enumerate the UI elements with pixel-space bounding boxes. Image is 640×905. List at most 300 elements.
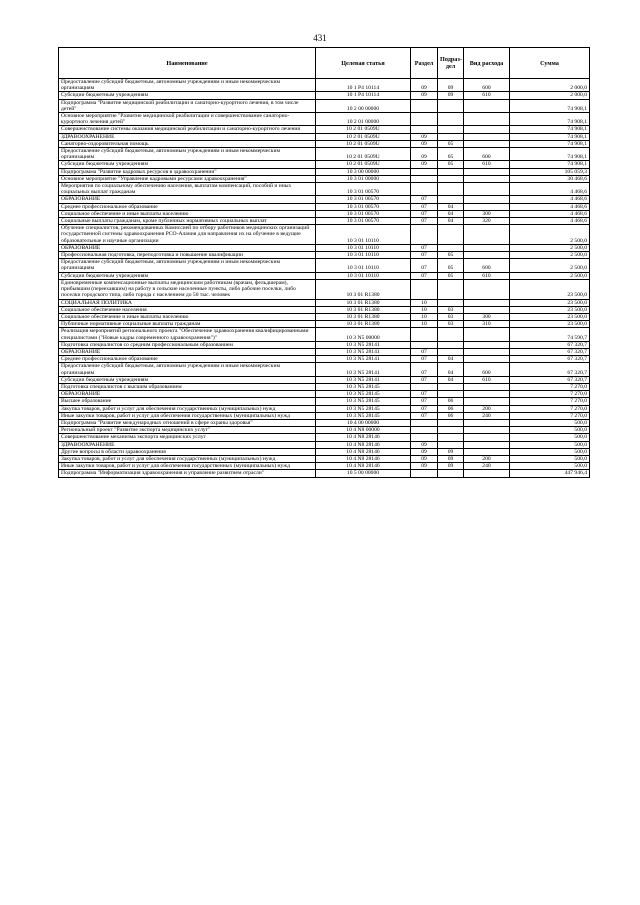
table-row	[59, 356, 590, 363]
cell-sum: 74 908,1	[510, 140, 590, 147]
cell-section	[411, 99, 438, 112]
cell-subsection: 05	[438, 140, 464, 147]
cell-name: Реализация мероприятий регионального проекта "Обеспечение здравоохранения квалифицированными специалистами ("Новые кадры современного здравоохранения")"	[59, 328, 316, 341]
cell-sum: 7 270,0	[510, 383, 590, 390]
cell-section	[411, 427, 438, 434]
table-row	[59, 183, 590, 196]
cell-subsection	[438, 348, 464, 355]
table-row	[59, 348, 590, 355]
cell-target-code: 10 3 N5 28141	[316, 376, 411, 383]
cell-target-code: 10 3 N5 28141	[316, 348, 411, 355]
cell-subsection	[438, 419, 464, 426]
cell-expense-type	[464, 328, 510, 341]
cell-expense-type: 310	[464, 321, 510, 328]
cell-expense-type	[464, 133, 510, 140]
cell-sum: 74 908,1	[510, 148, 590, 161]
cell-expense-type	[464, 470, 510, 477]
cell-section	[411, 470, 438, 477]
cell-subsection: 06	[438, 412, 464, 419]
cell-name: Предоставление субсидий бюджетным, автономным учреждениям и иным некоммерческим организациям	[59, 363, 316, 376]
cell-subsection	[438, 427, 464, 434]
cell-target-code: 10 3 00 00000	[316, 168, 411, 175]
cell-sum: 23 500,0	[510, 321, 590, 328]
cell-name: Подпрограмма "Информатизация здравоохранения и управление развитием отрасли"	[59, 470, 316, 477]
cell-name: Обучение специалистов, рекомендованных Комиссией по отбору работников медицинских организаций государственной системы здравоохранения РСО-Алания для направления их на обучение в ведущие образовательные и научные организации	[59, 225, 316, 245]
cell-section: 10	[411, 313, 438, 320]
cell-name: Социальные выплаты гражданам, кроме публичных нормативных социальных выплат	[59, 218, 316, 225]
cell-target-code: 10 3 01 10110	[316, 272, 411, 279]
cell-expense-type	[464, 196, 510, 203]
cell-subsection	[438, 391, 464, 398]
cell-expense-type	[464, 225, 510, 245]
cell-subsection	[438, 470, 464, 477]
cell-expense-type: 300	[464, 210, 510, 217]
table-row	[59, 133, 590, 140]
cell-name: ОБРАЗОВАНИЕ	[59, 244, 316, 251]
cell-sum: 67 320,7	[510, 363, 590, 376]
cell-subsection	[438, 133, 464, 140]
cell-subsection: 09	[438, 463, 464, 470]
cell-sum: 23 500,0	[510, 279, 590, 299]
cell-section: 07	[411, 391, 438, 398]
cell-name: Субсидии бюджетным учреждениям	[59, 376, 316, 383]
cell-sum: 67 320,7	[510, 348, 590, 355]
cell-expense-type	[464, 203, 510, 210]
table-row	[59, 441, 590, 448]
table-row	[59, 412, 590, 419]
cell-expense-type	[464, 391, 510, 398]
cell-section	[411, 279, 438, 299]
cell-section: 07	[411, 376, 438, 383]
table-row	[59, 92, 590, 99]
cell-name: Иные закупки товаров, работ и услуг для обеспечения государственных (муниципальных) нужд	[59, 463, 316, 470]
cell-name: Совершенствование механизма экспорта медицинских услуг	[59, 434, 316, 441]
cell-sum: 2 000,0	[510, 79, 590, 92]
table-row	[59, 259, 590, 272]
cell-expense-type: 600	[464, 259, 510, 272]
cell-expense-type	[464, 299, 510, 306]
cell-subsection	[438, 244, 464, 251]
cell-expense-type: 240	[464, 412, 510, 419]
cell-subsection	[438, 441, 464, 448]
cell-target-code: 10 4 N8 28146	[316, 455, 411, 462]
cell-section: 07	[411, 405, 438, 412]
cell-sum: 4 468,6	[510, 218, 590, 225]
cell-sum: 74 908,1	[510, 99, 590, 112]
cell-sum: 500,0	[510, 434, 590, 441]
cell-expense-type	[464, 168, 510, 175]
cell-sum: 2 500,0	[510, 259, 590, 272]
cell-section: 09	[411, 161, 438, 168]
cell-sum: 7 270,0	[510, 391, 590, 398]
table-row	[59, 140, 590, 147]
cell-expense-type	[464, 356, 510, 363]
cell-target-code: 10 4 N8 00000	[316, 427, 411, 434]
cell-section: 07	[411, 210, 438, 217]
cell-expense-type	[464, 383, 510, 390]
table-row	[59, 341, 590, 348]
cell-target-code: 10 2 01 00000	[316, 113, 411, 126]
table-row	[59, 434, 590, 441]
cell-expense-type	[464, 183, 510, 196]
cell-expense-type: 320	[464, 218, 510, 225]
cell-target-code: 10 3 N5 28141	[316, 341, 411, 348]
cell-section	[411, 341, 438, 348]
cell-target-code: 10 3 N5 28145	[316, 412, 411, 419]
cell-target-code: 10 3 01 R1380	[316, 321, 411, 328]
cell-name: Публичные нормативные социальные выплаты гражданам	[59, 321, 316, 328]
cell-target-code: 10 4 N8 28146	[316, 463, 411, 470]
table-row	[59, 398, 590, 405]
table-row	[59, 427, 590, 434]
cell-subsection	[438, 341, 464, 348]
cell-name: Мероприятия по социальному обеспечению населения, выплатам компенсаций, пособий и иных социальных выплат гражданам	[59, 183, 316, 196]
cell-sum: 23 500,0	[510, 299, 590, 306]
cell-expense-type	[464, 244, 510, 251]
cell-section: 09	[411, 79, 438, 92]
cell-name: Субсидии бюджетным учреждениям	[59, 161, 316, 168]
cell-sum: 2 500,0	[510, 272, 590, 279]
cell-subsection: 06	[438, 398, 464, 405]
table-row	[59, 244, 590, 251]
cell-sum: 30 468,6	[510, 175, 590, 182]
table-row	[59, 376, 590, 383]
cell-expense-type: 600	[464, 363, 510, 376]
cell-expense-type	[464, 175, 510, 182]
cell-section	[411, 175, 438, 182]
cell-target-code: 10 3 01 10110	[316, 244, 411, 251]
cell-target-code: 10 3 N5 28141	[316, 363, 411, 376]
cell-target-code: 10 2 01 0509U	[316, 126, 411, 133]
cell-sum: 2 500,0	[510, 225, 590, 245]
cell-name: ОБРАЗОВАНИЕ	[59, 196, 316, 203]
cell-section: 07	[411, 259, 438, 272]
table-row	[59, 272, 590, 279]
cell-subsection	[438, 183, 464, 196]
cell-target-code: 10 3 01 00000	[316, 175, 411, 182]
cell-subsection	[438, 168, 464, 175]
cell-target-code: 10 3 01 R1380	[316, 306, 411, 313]
cell-target-code: 10 4 N8 28146	[316, 441, 411, 448]
cell-name: ЗДРАВООХРАНЕНИЕ	[59, 133, 316, 140]
cell-section: 10	[411, 299, 438, 306]
table-row	[59, 383, 590, 390]
cell-name: Подготовка специалистов с высшим образованием	[59, 383, 316, 390]
header-subsection: Подраз-дел	[438, 48, 464, 79]
table-row	[59, 363, 590, 376]
cell-subsection: 03	[438, 321, 464, 328]
cell-name: Подпрограмма "Развитие международных отношений в сфере охраны здоровья"	[59, 419, 316, 426]
cell-sum: 4 468,6	[510, 210, 590, 217]
cell-name: Социальное обеспечение и иные выплаты населению	[59, 210, 316, 217]
cell-subsection	[438, 328, 464, 341]
cell-section	[411, 113, 438, 126]
table-row	[59, 252, 590, 259]
table-row	[59, 328, 590, 341]
cell-name: Другие вопросы в области здравоохранения	[59, 448, 316, 455]
cell-subsection	[438, 99, 464, 112]
cell-sum: 500,0	[510, 463, 590, 470]
cell-target-code: 10 2 01 0509U	[316, 140, 411, 147]
cell-sum: 7 270,0	[510, 398, 590, 405]
cell-name: Высшее образование	[59, 398, 316, 405]
cell-section: 07	[411, 348, 438, 355]
cell-name: ЗДРАВООХРАНЕНИЕ	[59, 441, 316, 448]
header-section: Раздел	[411, 48, 438, 79]
cell-target-code: 10 3 01 00570	[316, 183, 411, 196]
cell-name: Социальное обеспечение населения	[59, 306, 316, 313]
cell-name: Основное мероприятие "Управление кадровыми ресурсами здравоохранения"	[59, 175, 316, 182]
cell-expense-type	[464, 427, 510, 434]
cell-name: Среднее профессиональное образование	[59, 356, 316, 363]
cell-sum: 7 270,0	[510, 412, 590, 419]
cell-section: 07	[411, 196, 438, 203]
table-row	[59, 448, 590, 455]
cell-target-code: 10 2 01 0509U	[316, 133, 411, 140]
cell-name: Единовременные компенсационные выплаты медицинским работникам (врачам, фельдшерам), прибывшим (переехавшим) на работу в сельские населенные пункты, либо рабочие поселки, либо поселки городского типа, либо города с населением до 50 тыс. человек	[59, 279, 316, 299]
cell-section: 07	[411, 356, 438, 363]
cell-subsection	[438, 279, 464, 299]
cell-subsection: 05	[438, 259, 464, 272]
cell-expense-type	[464, 113, 510, 126]
cell-subsection: 09	[438, 448, 464, 455]
cell-section	[411, 183, 438, 196]
cell-section: 09	[411, 92, 438, 99]
cell-target-code: 10 3 01 10110	[316, 259, 411, 272]
cell-sum: 2 500,0	[510, 244, 590, 251]
cell-target-code: 10 3 01 R1380	[316, 279, 411, 299]
cell-name: Закупка товаров, работ и услуг для обеспечения государственных (муниципальных) нужд	[59, 455, 316, 462]
cell-sum: 105 059,3	[510, 168, 590, 175]
header-code: Целевая статья	[316, 48, 411, 79]
table-row	[59, 313, 590, 320]
cell-name: Подпрограмма "Развитие медицинской реабилитации и санаторно-курортного лечения, в том числе детей"	[59, 99, 316, 112]
cell-subsection: 05	[438, 161, 464, 168]
cell-target-code: 10 3 01 00570	[316, 218, 411, 225]
cell-target-code: 10 3 N5 28141	[316, 356, 411, 363]
cell-sum: 67 320,7	[510, 356, 590, 363]
table-row	[59, 470, 590, 477]
cell-section	[411, 225, 438, 245]
cell-subsection	[438, 225, 464, 245]
cell-sum: 500,0	[510, 427, 590, 434]
cell-expense-type: 600	[464, 148, 510, 161]
cell-section: 07	[411, 412, 438, 419]
table-row	[59, 196, 590, 203]
cell-expense-type: 610	[464, 272, 510, 279]
cell-name: Закупка товаров, работ и услуг для обеспечения государственных (муниципальных) нужд	[59, 405, 316, 412]
cell-target-code: 10 3 01 10110	[316, 252, 411, 259]
cell-section	[411, 434, 438, 441]
budget-table	[58, 47, 590, 478]
cell-section: 07	[411, 398, 438, 405]
cell-name: Социальное обеспечение и иные выплаты населению	[59, 313, 316, 320]
cell-name: Субсидии бюджетным учреждениям	[59, 272, 316, 279]
table-row	[59, 419, 590, 426]
cell-target-code: 10 3 01 00570	[316, 203, 411, 210]
cell-subsection	[438, 126, 464, 133]
cell-target-code: 10 3 01 00570	[316, 210, 411, 217]
cell-subsection: 04	[438, 203, 464, 210]
table-row	[59, 299, 590, 306]
cell-sum: 500,0	[510, 441, 590, 448]
cell-section: 09	[411, 448, 438, 455]
cell-section: 07	[411, 363, 438, 376]
cell-name: Основное мероприятие "Развитие медицинской реабилитации и совершенствование санаторно-курортного лечения детей"	[59, 113, 316, 126]
cell-name: ОБРАЗОВАНИЕ	[59, 391, 316, 398]
cell-target-code: 10 3 N5 28145	[316, 405, 411, 412]
cell-subsection: 09	[438, 92, 464, 99]
cell-subsection: 09	[438, 79, 464, 92]
cell-section: 09	[411, 463, 438, 470]
cell-subsection	[438, 299, 464, 306]
cell-section: 09	[411, 455, 438, 462]
cell-subsection: 06	[438, 405, 464, 412]
cell-sum: 74 908,1	[510, 133, 590, 140]
cell-subsection: 09	[438, 455, 464, 462]
cell-target-code: 10 4 00 00000	[316, 419, 411, 426]
cell-expense-type	[464, 140, 510, 147]
cell-sum: 74 908,1	[510, 161, 590, 168]
cell-subsection: 04	[438, 356, 464, 363]
header-expense-type: Вид расхода	[464, 48, 510, 79]
cell-section	[411, 126, 438, 133]
cell-sum: 74 590,7	[510, 328, 590, 341]
cell-name: Предоставление субсидий бюджетным, автономным учреждениям и иным некоммерческим организациям	[59, 259, 316, 272]
cell-target-code: 10 4 N8 28146	[316, 434, 411, 441]
cell-expense-type: 300	[464, 313, 510, 320]
cell-section: 10	[411, 321, 438, 328]
table-row	[59, 321, 590, 328]
table-header-row	[59, 48, 590, 79]
cell-target-code: 10 3 N5 28145	[316, 391, 411, 398]
table-row	[59, 126, 590, 133]
cell-expense-type: 200	[464, 405, 510, 412]
cell-target-code: 10 1 P4 10114	[316, 92, 411, 99]
table-row	[59, 148, 590, 161]
table-row	[59, 99, 590, 112]
cell-name: Региональный проект "Развитие экспорта медицинских услуг"	[59, 427, 316, 434]
cell-sum: 447 946,4	[510, 470, 590, 477]
cell-sum: 2 500,0	[510, 252, 590, 259]
cell-expense-type: 610	[464, 161, 510, 168]
cell-name: Совершенствование системы оказания медицинской реабилитации и санаторно-курортного лечения	[59, 126, 316, 133]
table-row	[59, 225, 590, 245]
table-row	[59, 210, 590, 217]
cell-section	[411, 419, 438, 426]
cell-section: 07	[411, 272, 438, 279]
cell-sum: 500,0	[510, 419, 590, 426]
cell-target-code: 10 1 P4 10114	[316, 79, 411, 92]
cell-section	[411, 383, 438, 390]
cell-subsection: 05	[438, 148, 464, 161]
cell-target-code: 10 3 N5 28145	[316, 383, 411, 390]
cell-expense-type: 610	[464, 92, 510, 99]
cell-target-code: 10 3 01 00570	[316, 196, 411, 203]
cell-expense-type	[464, 99, 510, 112]
cell-expense-type	[464, 441, 510, 448]
cell-target-code: 10 2 00 00000	[316, 99, 411, 112]
cell-target-code: 10 5 00 00000	[316, 470, 411, 477]
cell-subsection	[438, 175, 464, 182]
cell-sum: 500,0	[510, 448, 590, 455]
cell-expense-type: 610	[464, 376, 510, 383]
cell-target-code: 10 3 01 R1380	[316, 299, 411, 306]
cell-name: Подготовка специалистов со средним профессиональным образованием	[59, 341, 316, 348]
cell-sum: 67 320,7	[510, 341, 590, 348]
cell-subsection	[438, 434, 464, 441]
cell-target-code: 10 2 01 0509U	[316, 161, 411, 168]
cell-expense-type	[464, 306, 510, 313]
cell-sum: 23 500,0	[510, 313, 590, 320]
cell-expense-type	[464, 348, 510, 355]
table-row	[59, 279, 590, 299]
table-row	[59, 405, 590, 412]
table-row	[59, 391, 590, 398]
cell-sum: 74 908,1	[510, 126, 590, 133]
table-row	[59, 168, 590, 175]
header-name: Наименование	[59, 48, 316, 79]
table-row	[59, 79, 590, 92]
cell-subsection: 04	[438, 376, 464, 383]
cell-expense-type	[464, 279, 510, 299]
cell-expense-type	[464, 126, 510, 133]
cell-expense-type	[464, 434, 510, 441]
cell-expense-type	[464, 398, 510, 405]
cell-expense-type: 200	[464, 455, 510, 462]
cell-target-code: 10 2 01 0509U	[316, 148, 411, 161]
cell-name: Профессиональная подготовка, переподготовка и повышение квалификации	[59, 252, 316, 259]
cell-sum: 2 000,0	[510, 92, 590, 99]
cell-target-code: 10 3 N5 00000	[316, 328, 411, 341]
cell-section: 10	[411, 306, 438, 313]
table-row	[59, 463, 590, 470]
cell-subsection: 03	[438, 313, 464, 320]
cell-expense-type: 240	[464, 463, 510, 470]
cell-section: 09	[411, 140, 438, 147]
cell-subsection: 04	[438, 210, 464, 217]
cell-name: Иные закупки товаров, работ и услуг для обеспечения государственных (муниципальных) нужд	[59, 412, 316, 419]
cell-expense-type	[464, 419, 510, 426]
table-row	[59, 203, 590, 210]
cell-subsection	[438, 196, 464, 203]
cell-sum: 4 468,6	[510, 203, 590, 210]
cell-name: СОЦИАЛЬНАЯ ПОЛИТИКА	[59, 299, 316, 306]
cell-sum: 67 320,7	[510, 376, 590, 383]
cell-subsection: 05	[438, 252, 464, 259]
cell-sum: 7 270,0	[510, 405, 590, 412]
cell-section: 09	[411, 441, 438, 448]
cell-name: Среднее профессиональное образование	[59, 203, 316, 210]
header-sum: Сумма	[510, 48, 590, 79]
table-row	[59, 161, 590, 168]
table-row	[59, 306, 590, 313]
cell-target-code: 10 4 N8 28146	[316, 448, 411, 455]
page-number: 431	[313, 33, 327, 43]
cell-subsection: 05	[438, 272, 464, 279]
table-row	[59, 175, 590, 182]
cell-expense-type	[464, 252, 510, 259]
cell-section: 09	[411, 133, 438, 140]
cell-name: ОБРАЗОВАНИЕ	[59, 348, 316, 355]
cell-expense-type	[464, 341, 510, 348]
cell-name: Предоставление субсидий бюджетным, автономным учреждениям и иным некоммерческим организациям	[59, 148, 316, 161]
cell-name: Предоставление субсидий бюджетным, автономным учреждениям и иным некоммерческим организациям	[59, 79, 316, 92]
cell-name: Подпрограмма "Развитие кадровых ресурсов в здравоохранении"	[59, 168, 316, 175]
cell-name: Субсидии бюджетным учреждениям	[59, 92, 316, 99]
table-row	[59, 455, 590, 462]
cell-sum: 23 500,0	[510, 306, 590, 313]
